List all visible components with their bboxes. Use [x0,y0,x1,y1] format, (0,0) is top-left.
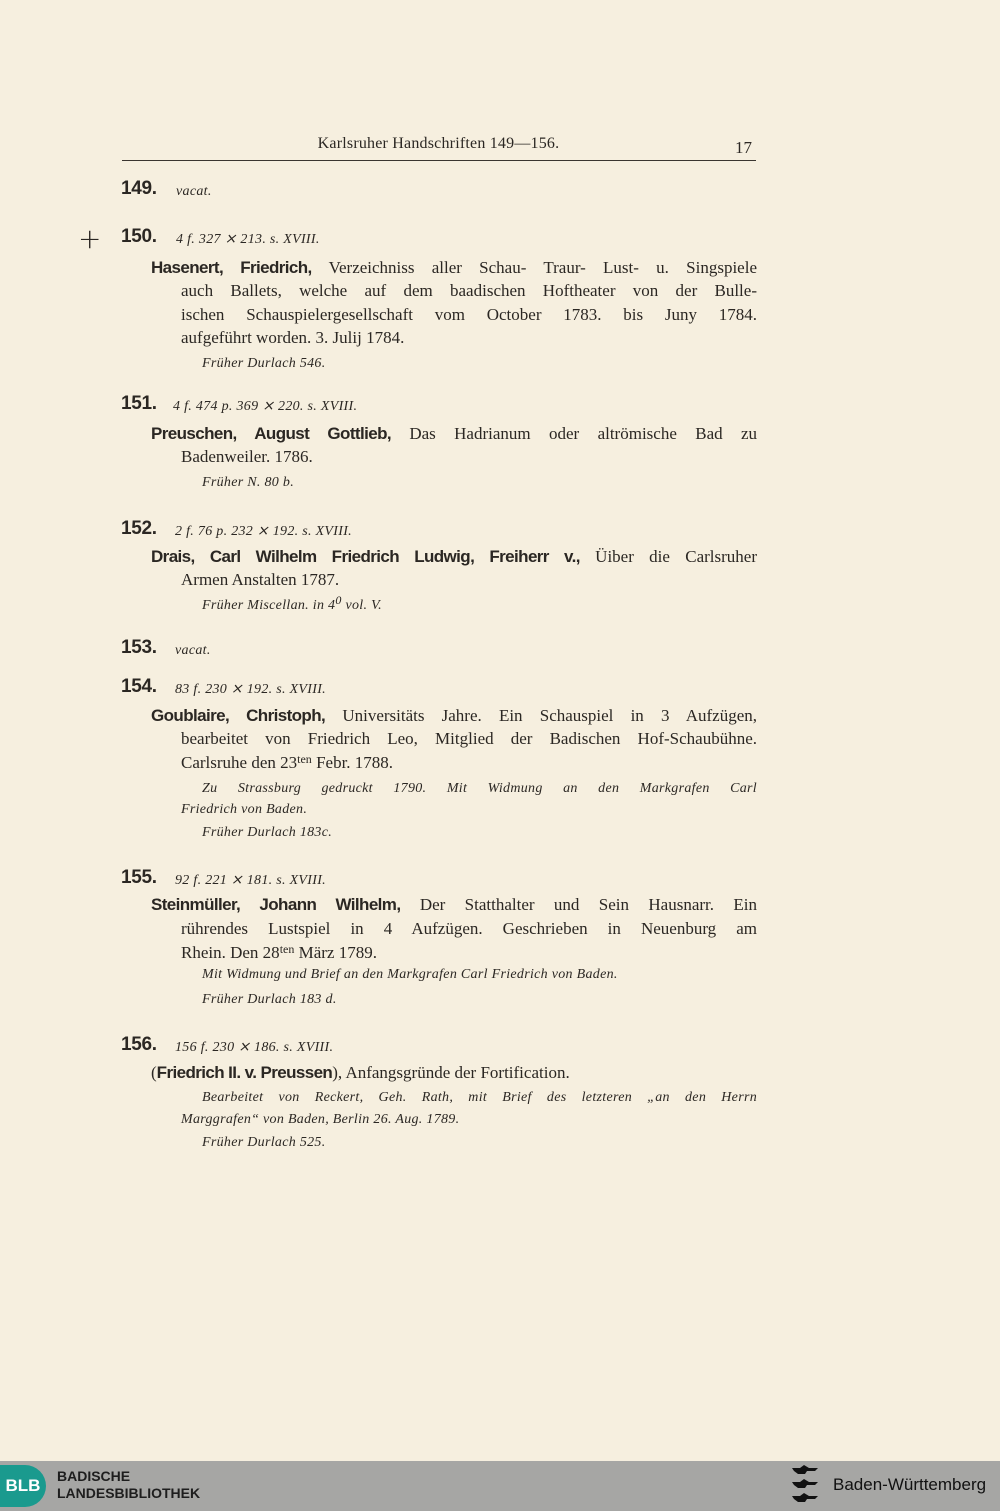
entry-body-line: auch Ballets, welche auf dem baadischen Hoftheater von der Bulle- [181,281,757,300]
author-name: Preuschen, August Gottlieb, [151,424,391,443]
entry-body-line: ischen Schauspielergesellschaft vom October 1783. bis Juny 1784. [181,305,757,324]
entry-meta: 156 f. 230 ⨯ 186. s. XVIII. [175,1040,334,1055]
entry-meta: vacat. [175,643,211,658]
entry-note: Früher Durlach 183 d. [202,992,337,1007]
entry-body-line: Hasenert, Friedrich, Verzeichniss aller Schau- Traur- Lust- u. Singspiele [151,258,757,277]
entry-meta: 4 f. 474 p. 369 ⨯ 220. s. XVIII. [173,399,358,414]
entry-note: Früher Durlach 525. [202,1135,326,1150]
author-name: Hasenert, Friedrich, [151,258,312,277]
lions-icon [790,1464,822,1509]
entry-meta: vacat. [176,184,212,199]
entry-body-line: Steinmüller, Johann Wilhelm, Der Statthalter und Sein Hausnarr. Ein [151,895,757,914]
entry-number: 154. [121,676,157,697]
entry-note: Früher Durlach 183c. [202,825,333,840]
author-name: Goublaire, Christoph, [151,706,326,725]
entry-number: 149. [121,178,157,199]
state-logo-text[interactable]: Baden-Württemberg [833,1475,987,1494]
page-number: 17 [735,138,752,157]
entry-note: Friedrich von Baden. [181,802,308,817]
entry-body-line: rührendes Lustspiel in 4 Aufzügen. Geschrieben in Neuenburg am [181,919,757,938]
entry-number: 155. [121,867,157,888]
blb-logo[interactable]: BLB [0,1465,46,1507]
entry-body-line: (Friedrich II. v. Preussen), Anfangsgründe der Fortification. [151,1063,570,1082]
entry-body-line: Carlsruhe den $23^{ten}$ Febr. 1788. [181,752,394,772]
entry-body-line: Preuschen, August Gottlieb, Das Hadrianum oder altrömische Bad zu [151,424,758,443]
entry-meta: 2 f. 76 p. 232 ⨯ 192. s. XVIII. [175,524,352,539]
entry-note: Früher Durlach 546. [202,356,326,371]
entry-meta: 4 f. 327 ⨯ 213. s. XVIII. [176,232,320,247]
author-name: Steinmüller, Johann Wilhelm, [151,895,401,914]
entry-body-line: Goublaire, Christoph, Universitäts Jahre. Ein Schauspiel in 3 Aufzügen, [151,706,757,725]
library-name[interactable]: BADISCHE LANDESBIBLIOTHEK [57,1468,201,1501]
entry-body-line: bearbeitet von Friedrich Leo, Mitglied der Badischen Hof-Schaubühne. [181,729,757,748]
entry-body-line: aufgeführt worden. 3. Julij 1784. [181,328,405,347]
entry-meta: 92 f. 221 ⨯ 181. s. XVIII. [175,873,326,888]
margin-plus-mark: + [78,222,102,255]
entry-number: 150. [121,226,157,247]
entry-note: Früher N. 80 b. [202,475,294,490]
author-name: Drais, Carl Wilhelm Friedrich Ludwig, Freiherr v., [151,547,580,566]
header-rule [122,160,756,161]
entry-body-line: Badenweiler. 1786. [181,447,313,466]
entry-note: Mit Widmung und Brief an den Markgrafen Carl Friedrich von Baden. [202,967,618,982]
entry-number: 152. [121,518,157,539]
entry-note: Zu Strassburg gedruckt 1790. Mit Widmung an den Markgrafen Carl [202,781,757,796]
entry-body-line: Rhein. Den $28^{ten}$ März 1789. [181,942,377,962]
entry-body-line: Armen Anstalten 1787. [181,570,340,589]
entry-number: 153. [121,637,157,658]
entry-body-line: Drais, Carl Wilhelm Friedrich Ludwig, Freiherr v., Üiber die Carlsruher [151,547,758,566]
entry-number: 151. [121,393,157,414]
author-name: Friedrich II. v. Preussen [156,1063,333,1082]
entry-note: Marggrafen“ von Baden, Berlin 26. Aug. 1789. [181,1112,460,1127]
running-header: Karlsruher Handschriften 149—156. [317,135,560,152]
entry-note: Früher Miscellan. in $4^0$ vol. V. [202,593,382,613]
entry-meta: 83 f. 230 ⨯ 192. s. XVIII. [175,682,326,697]
entry-note: Bearbeitet von Reckert, Geh. Rath, mit Brief des letzteren „an den Herrn [202,1090,757,1105]
entry-number: 156. [121,1034,157,1055]
